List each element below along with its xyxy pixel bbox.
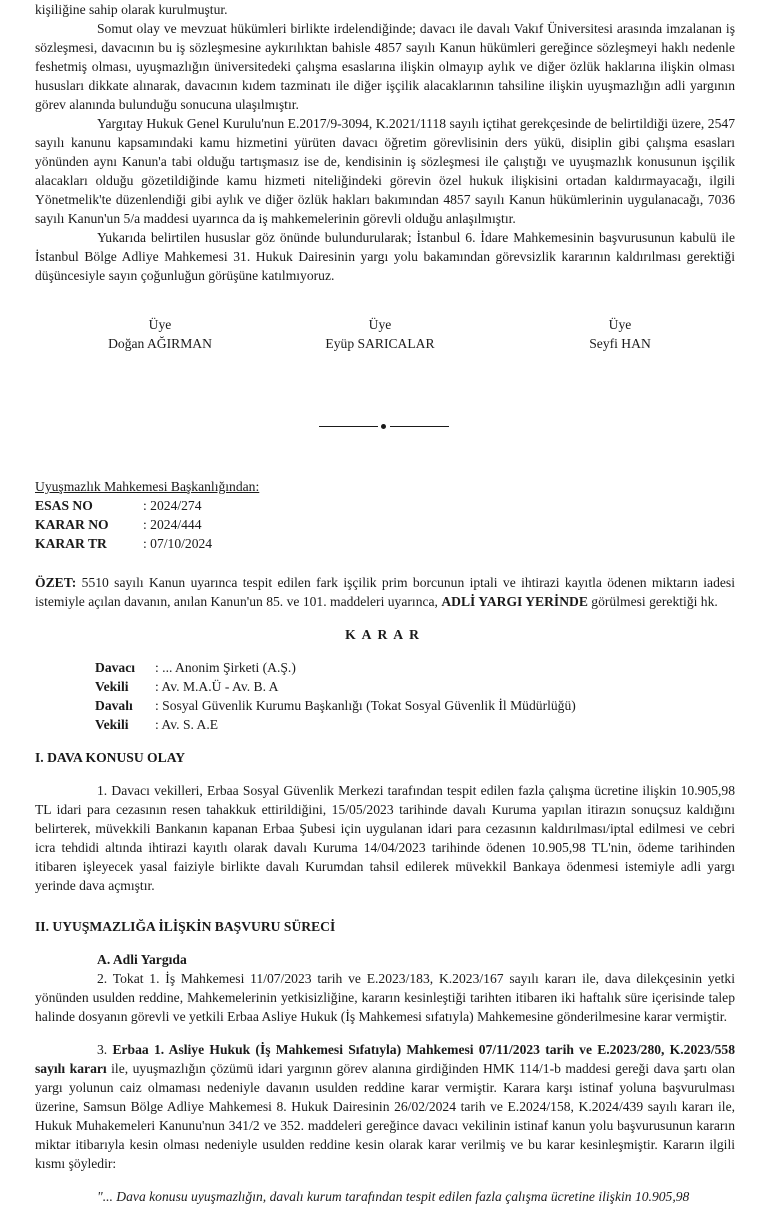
section-heading-2: II. UYUŞMAZLIĞA İLİŞKİN BAŞVURU SÜRECİ [35, 919, 336, 934]
case-info-label: KARAR NO [35, 517, 109, 532]
subsection-heading: A. Adli Yargıda [97, 952, 187, 967]
case-info-value: : 2024/444 [143, 517, 202, 532]
quoted-decision: "... Dava konusu uyuşmazlığın, davalı kurum tarafından tespit edilen fazla çalışma ücretine ilişkin 10.905,98 [97, 1189, 690, 1204]
case-info-row [35, 496, 735, 515]
decision-title: KARAR [345, 627, 425, 642]
intro-paragraph-3: Yukarıda belirtilen hususlar göz önünde bulundurularak; İstanbul 6. İdare Mahkemesinin başvurusunun kabulü ile İstanbul Bölge Adliye Mahkemesi 31. Hukuk Dairesinin yargı yolu bakamından görevsizlik kararının kaldırılması gerektiği düşüncesiyle sayın çoğunluğun görüşüne katılmıyoruz. [35, 230, 735, 283]
party-row [95, 658, 735, 677]
signature-3 [530, 315, 710, 353]
party-value: : ... Anonim Şirketi (A.Ş.) [155, 660, 296, 675]
signature-name: Doğan AĞIRMAN [108, 336, 212, 351]
court-header: Uyuşmazlık Mahkemesi Başkanlığından: [35, 479, 260, 494]
signature-name: Eyüp SARICALAR [325, 336, 435, 351]
intro-continuation: kişiliğine sahip olarak kurulmuştur. [35, 2, 228, 17]
divider-line-left [319, 426, 378, 427]
case-paragraph-2: 2. Tokat 1. İş Mahkemesi 11/07/2023 tarih ve E.2023/183, K.2023/167 sayılı kararı ile, dava dilekçesinin yetki yönünden usulden reddine, Mahkemelerinin yetkisizliğine, kararın kesinleştiği tarihten itibaren iki haftalık süre içerisinde talep halinde dosyanın görevli ve yetkili Erbaa Asliye Hukuk (İş Mahkemesi sıfatıyla) Mahkemesine gönderilmesine karar vermiştir. [35, 971, 735, 1024]
summary-text-bold: ADLİ YARGI YERİNDE [441, 594, 588, 609]
case-info-value: : 2024/274 [143, 498, 202, 513]
summary-paragraph [35, 573, 735, 611]
signature-1 [70, 315, 250, 353]
court-decision-reference: Erbaa 1. Asliye Hukuk (İş Mahkemesi Sıfatıyla) Mahkemesi 07/11/2023 tarih ve E.2023/280, K.2023/558 sayılı kararı [35, 1042, 736, 1076]
paragraph-number: 3. [97, 1042, 113, 1057]
signature-title: Üye [608, 317, 632, 332]
case-info-value: : 07/10/2024 [143, 536, 213, 551]
case-paragraph-1: 1. Davacı vekilleri, Erbaa Sosyal Güvenlik Merkezi tarafından tespit edilen fazla çalışma ücretine ilişkin 10.905,98 TL idari para cezasının resen tahakkuk ettirildiğini, 15/05/2023 tarihinde davalı Kuruma yapılan itirazın sonuçsuz kaldığını belirterek, müvekkili Bankanın kapanan Erbaa Şubesi için uygulanan idari para cezasının kaldırılması/iptal edilmesi ve cebri icra tehdidi altında ihtirazi kayıtlı olarak davalı Kuruma 14/04/2023 tarihinde ödenen 10.905,98 TL'nin, ödeme tarihinden itibaren işleyecek yasal faiziyle birlikte davalı Kurumdan tahsil edilerek müvekkil Bankaya ödenmesi istemiyle adli yargı yerinde dava açmıştır. [35, 783, 735, 893]
party-value: : Sosyal Güvenlik Kurumu Başkanlığı (Tokat Sosyal Güvenlik İl Müdürlüğü) [155, 698, 576, 713]
case-info-label: KARAR TR [35, 536, 107, 551]
divider-dot [381, 424, 386, 429]
signature-title: Üye [368, 317, 392, 332]
intro-paragraph-1: Somut olay ve mevzuat hükümleri birlikte irdelendiğinde; davacı ile davalı Vakıf Üniversitesi arasında imzalanan iş sözleşmesi, davacının bu iş sözleşmesine aykırılıktan bahisle 4857 sayılı Kanun hükümleri gereğince sözleşmeyi haklı nedenle feshetmiş olması, uyuşmazlığın üniversitedeki çalışma esaslarına ilişkin olmayıp aylık ve diğer özlük haklarına ilişkin olması hususları dikkate alınarak, davacının kıdem tazminatı ile diğer işçilik alacaklarının tahsiline ilişkin uyuşmazlığın adli yargının görev alanında bulunduğu sonucuna ulaşılmıştır. [35, 21, 735, 112]
party-row [95, 677, 735, 696]
section-divider [35, 421, 735, 435]
party-label: Davalı [95, 698, 133, 713]
signature-2 [290, 315, 470, 353]
case-paragraph-3 [35, 1040, 735, 1173]
parties-block [95, 658, 735, 734]
document-page [35, 0, 735, 1206]
summary-label: ÖZET: [35, 575, 77, 590]
paragraph-text: ile, uyuşmazlığın çözümü idari yargının görev alanına girdiğinden HMK 114/1-b maddesi gereği dava şartı olan yargı yolunun caiz olmaması nedeniyle davanın usulden reddine karar vermiştir. Karara karşı istinaf yoluna başvurulması üzerine, Samsun Bölge Adliye Mahkemesi 8. Hukuk Dairesinin 26/02/2024 tarih ve E.2024/158, K.2024/439 sayılı kararı ile, Hukuk Muhakemeleri Kanunu'nun 341/2 ve 352. maddeleri gereğince davacı vekilinin istinaf kanun yolu başvurusunun kararın miktar itibarıyla kesin olması nedeniyle usulden reddine kesin olarak karar verilmiş ve bu karar kesinleşmiştir. Kararın ilgili kısmı şöyledir: [35, 1061, 735, 1171]
party-label: Vekili [95, 679, 129, 694]
summary-text-a: 5510 sayılı Kanun uyarınca tespit edilen fark işçilik prim borcunun iptali ve ihtirazi kayıtla ödenen miktarın iadesi istemiyle açılan davanın, anılan Kanun'un 85. ve 101. maddeleri uyarınca, [35, 575, 735, 609]
party-row [95, 715, 735, 734]
divider-line-right [390, 426, 449, 427]
section-heading-1: I. DAVA KONUSU OLAY [35, 750, 186, 765]
intro-paragraph-2: Yargıtay Hukuk Genel Kurulu'nun E.2017/9-3094, K.2021/1118 sayılı içtihat gerekçesinde de belirtildiği üzere, 2547 sayılı kanunu kapsamındaki kamu hizmetini yürüten davacı öğretim görevlisinin ders yükü, disiplin gibi çalışma esasları yönünden aynı Kanun'a tabi olduğu tartışmasız ise de, kendisinin iş sözleşmesi ile çalıştığı ve uyuşmazlık konusunun işçilik alacakları olduğu gözetildiğinde kamu hizmeti niteliğindeki görevin özel hukuk ilişkisini ortadan kaldırmayacağı, ilgili Yönetmelik'te düzenlendiği gibi aylık ve diğer özlük hakları bakımından 4857 sayılı Kanun hükümlerinin uygulanacağı, 7036 sayılı Kanun'un 5/a maddesi uyarınca da iş mahkemelerinin görevli olduğu anlaşılmıştır. [35, 116, 735, 226]
signature-title: Üye [148, 317, 172, 332]
party-value: : Av. M.A.Ü - Av. B. A [155, 679, 279, 694]
party-row [95, 696, 735, 715]
party-value: : Av. S. A.E [155, 717, 219, 732]
summary-text-b: görülmesi gerektiği hk. [587, 594, 718, 609]
party-label: Vekili [95, 717, 129, 732]
case-info-row [35, 534, 735, 553]
case-info-row [35, 515, 735, 534]
party-label: Davacı [95, 660, 136, 675]
signature-row [35, 315, 735, 365]
case-info-label: ESAS NO [35, 498, 93, 513]
case-header [35, 477, 735, 553]
signature-name: Seyfi HAN [589, 336, 651, 351]
